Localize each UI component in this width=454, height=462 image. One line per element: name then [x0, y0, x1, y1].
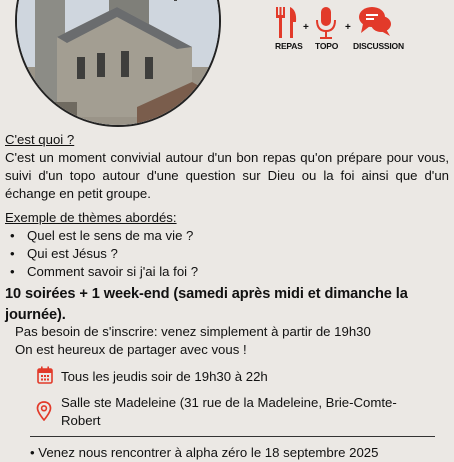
- divider: [30, 436, 435, 437]
- label-topo: TOPO: [315, 41, 339, 51]
- themes-list: [0, 227, 198, 281]
- label-repas: REPAS: [275, 41, 303, 51]
- activity-icons: [270, 6, 420, 56]
- footer-text: Venez nous rencontrer à alpha zéro le 18 septembre 2025: [38, 445, 379, 460]
- list-item: • Quel est le sens de ma vie ?: [27, 227, 198, 245]
- intro-text: C'est un moment convivial autour d'un bon repas qu'on prépare pour vous, suivi d'un topo autour d'une question sur Dieu ou la foi ainsi que d'un échange en petit groupe.: [5, 150, 449, 201]
- church-photo: [15, 0, 221, 127]
- intro-question: C'est quoi ?: [5, 132, 75, 147]
- fork-knife-icon: [276, 6, 298, 43]
- microphone-icon: [315, 6, 337, 45]
- list-item: • Comment savoir si j'ai la foi ?: [27, 263, 198, 281]
- list-item: • Qui est Jésus ?: [27, 245, 198, 263]
- schedule-headline: 10 soirées + 1 week-end (samedi après midi et dimanche la journée).: [5, 286, 408, 323]
- plus-sign: +: [345, 22, 351, 33]
- themes-title: Exemple de thèmes abordés:: [5, 210, 177, 225]
- label-discussion: DISCUSSION: [353, 41, 404, 51]
- location-pin-icon: [36, 401, 52, 426]
- calendar-icon: [37, 366, 53, 389]
- where-text: Salle ste Madeleine (31 rue de la Madeleine, Brie-Comte-Robert: [61, 395, 397, 428]
- footer-bullet: • Venez nous rencontrer à alpha zéro le 18 septembre 2025: [30, 445, 379, 460]
- plus-sign: +: [303, 22, 309, 33]
- note-line-2: On est heureux de partager avec vous !: [15, 342, 247, 357]
- note-line-1: Pas besoin de s'inscrire: venez simplement à partir de 19h30: [15, 324, 371, 339]
- when-text: Tous les jeudis soir de 19h30 à 22h: [61, 369, 268, 384]
- chat-bubbles-icon: [358, 6, 392, 43]
